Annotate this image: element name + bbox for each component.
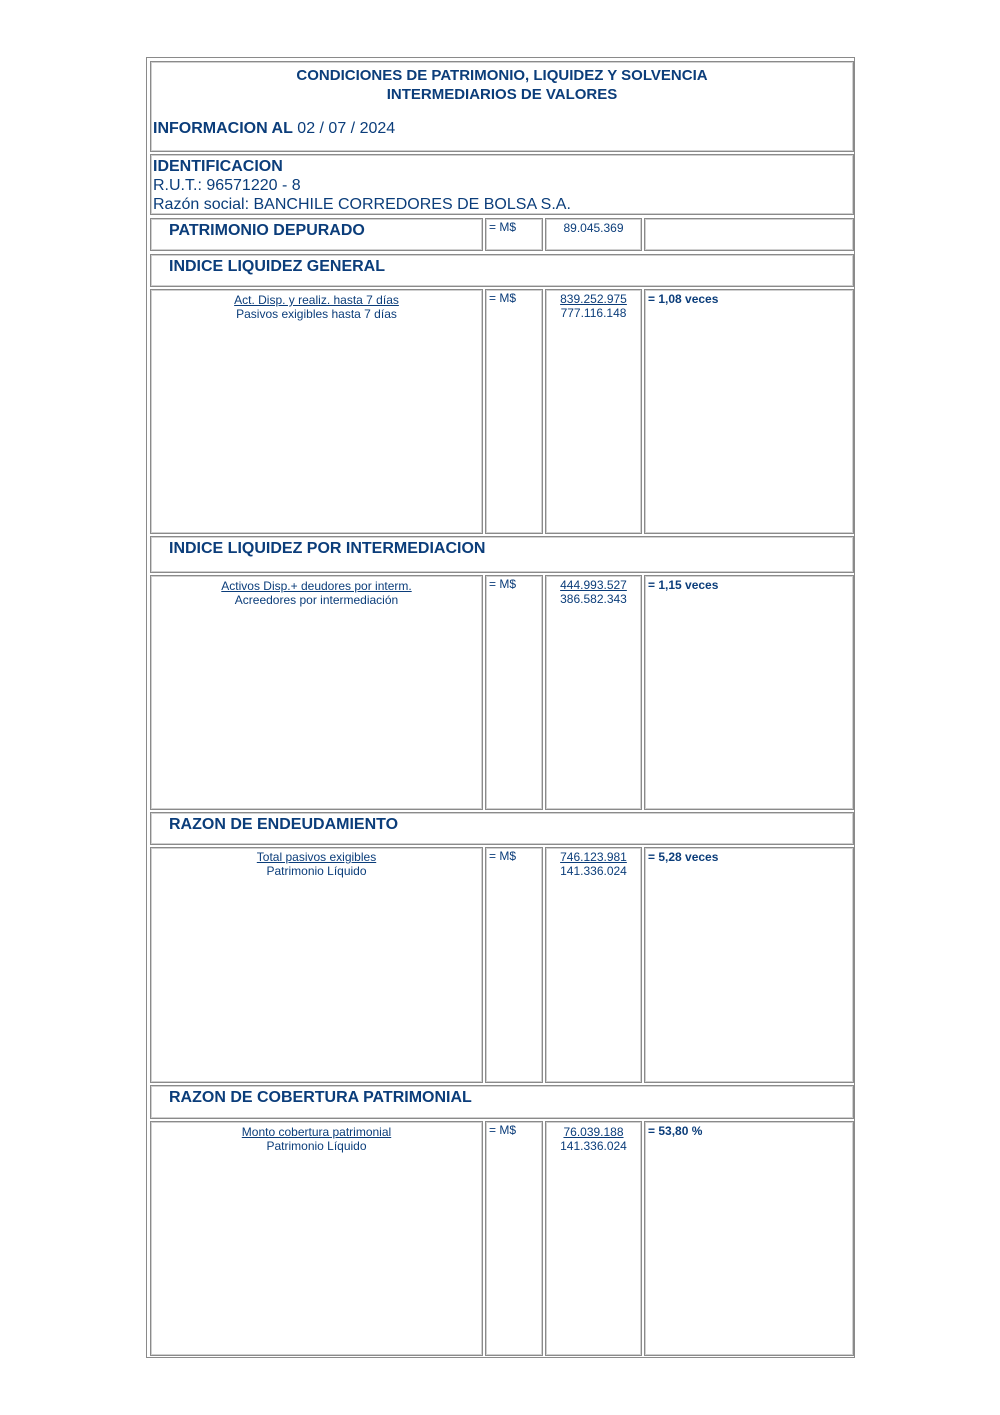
section-labels-cell — [150, 847, 483, 1083]
section-title-cell — [150, 1085, 854, 1119]
info-label: INFORMACION AL — [153, 120, 293, 137]
section-unit-cell — [485, 847, 543, 1083]
report-title-line1: CONDICIONES DE PATRIMONIO, LIQUIDEZ Y SOLVENCIA — [296, 67, 708, 84]
patrimonio-value: 89.045.369 — [563, 221, 624, 235]
numerator-label: Total pasivos exigibles — [256, 850, 377, 864]
denominator-value: 386.582.343 — [560, 592, 627, 606]
section-result: = 53,80 % — [648, 1124, 703, 1138]
numerator-value: 746.123.981 — [560, 850, 627, 864]
denominator-label: Acreedores por intermediación — [234, 593, 399, 607]
denominator-label: Patrimonio Líquido — [266, 1139, 367, 1153]
section-result: = 5,28 veces — [648, 850, 719, 864]
identificacion-heading: IDENTIFICACION — [153, 158, 283, 175]
numerator-value: 444.993.527 — [560, 578, 627, 592]
denominator-label: Patrimonio Líquido — [266, 864, 367, 878]
patrimonio-value-cell — [545, 218, 642, 251]
section-title-cell — [150, 812, 854, 845]
section-labels-cell — [150, 575, 483, 810]
section-unit: = M$ — [489, 1123, 517, 1137]
section-result-cell — [644, 1121, 854, 1356]
section-unit-cell — [485, 575, 543, 810]
info-date: 02 / 07 / 2024 — [297, 120, 396, 137]
patrimonio-unit-cell — [485, 218, 543, 251]
razon-social-line: Razón social: BANCHILE CORREDORES DE BOLSA S.A. — [153, 196, 571, 213]
section-result-cell — [644, 575, 854, 810]
numerator-value: 839.252.975 — [560, 292, 627, 306]
section-values-cell — [545, 289, 642, 534]
section-title: RAZON DE COBERTURA PATRIMONIAL — [169, 1089, 472, 1106]
denominator-label: Pasivos exigibles hasta 7 días — [236, 307, 397, 321]
section-labels-cell — [150, 289, 483, 534]
section-unit-cell — [485, 289, 543, 534]
section-unit: = M$ — [489, 577, 517, 591]
patrimonio-label: PATRIMONIO DEPURADO — [169, 222, 365, 239]
identificacion-box — [150, 154, 854, 215]
denominator-value: 141.336.024 — [560, 1139, 627, 1153]
patrimonio-empty-cell — [644, 218, 854, 251]
section-result: = 1,15 veces — [648, 578, 719, 592]
section-title-cell — [150, 254, 854, 287]
numerator-label: Activos Disp.+ deudores por interm. — [221, 579, 412, 593]
patrimonio-label-cell — [150, 218, 483, 251]
section-title-cell — [150, 536, 854, 573]
rut-line: R.U.T.: 96571220 - 8 — [153, 177, 301, 194]
section-unit-cell — [485, 1121, 543, 1356]
section-result: = 1,08 veces — [648, 292, 719, 306]
info-date-line — [153, 120, 395, 138]
section-result-cell — [644, 847, 854, 1083]
section-values-cell — [545, 847, 642, 1083]
section-title: RAZON DE ENDEUDAMIENTO — [169, 816, 399, 833]
section-result-cell — [644, 289, 854, 534]
numerator-value: 76.039.188 — [563, 1125, 624, 1139]
section-values-cell — [545, 575, 642, 810]
section-labels-cell — [150, 1121, 483, 1356]
denominator-value: 141.336.024 — [560, 864, 627, 878]
denominator-value: 777.116.148 — [560, 306, 627, 320]
numerator-label: Act. Disp. y realiz. hasta 7 días — [234, 293, 399, 307]
section-title: INDICE LIQUIDEZ POR INTERMEDIACION — [169, 540, 486, 557]
section-unit: = M$ — [489, 849, 517, 863]
header-box — [150, 61, 854, 152]
numerator-label: Monto cobertura patrimonial — [241, 1125, 392, 1139]
section-unit: = M$ — [489, 291, 517, 305]
report-title-line2: INTERMEDIARIOS DE VALORES — [386, 86, 618, 103]
section-title: INDICE LIQUIDEZ GENERAL — [169, 258, 386, 275]
patrimonio-unit: = M$ — [489, 220, 517, 234]
section-values-cell — [545, 1121, 642, 1356]
